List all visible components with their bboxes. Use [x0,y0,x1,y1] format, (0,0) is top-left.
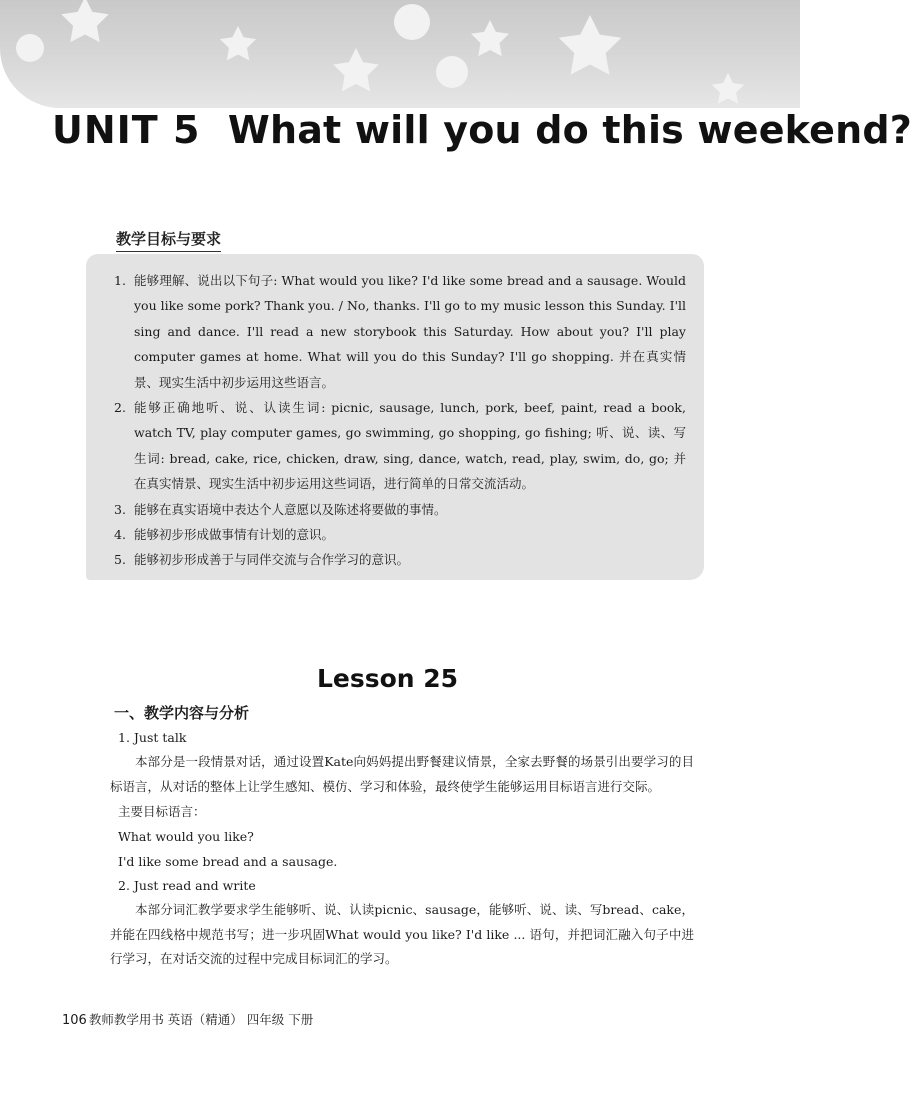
lesson-title: Lesson 25 [316,664,459,693]
star-icon [471,20,509,56]
star-icon [333,48,379,91]
goal-number: 4. [114,527,126,543]
goal-item [114,522,686,547]
page-number: 106 [62,1013,87,1028]
dot-icon [16,34,44,62]
goal-number: 1. [114,273,126,288]
star-icon [220,26,256,60]
target-language-label: 主要目标语言： [118,804,206,819]
target-sentence: What would you like? [118,829,254,844]
part-paragraph: 本部分是一段情景对话，通过设置Kate向妈妈提出野餐建议情景，全家去野餐的场景引出要学习的目标语言，从对话的整体上让学生感知、模仿、学习和体验，最终使学生能够运用目标语言进行交际。 [110,754,694,794]
part-title: 1. Just talk [118,730,187,745]
section-heading: 一、教学内容与分析 [114,704,250,722]
part-paragraph: 本部分词汇教学要求学生能够听、说、认读picnic、sausage，能够听、说、读、写bread、cake，并能在四线格中规范书写；进一步巩固What would you like? I'd like ... 语句，并把词汇融入句子中进行学习，在对话交流的过程中完成目标词汇的学习。 [110,902,694,966]
goal-text: 能够理解、说出以下句子: What would you like? I'd like some bread and a sausage. Would you like some pork? Thank you. / No, thanks. I'll go to my music lesson this Sunday. I'll sing and dance. I'll read a new storybook this Saturday. How about you? I'll play computer games at home. What will you do this Sunday? I'll go shopping. 并在真实情景、现实生活中初步运用这些语言。 [134,273,686,390]
goals-heading: 教学目标与要求 [116,228,221,252]
goals-list [114,268,686,573]
star-icon [61,0,109,42]
goal-item [114,268,686,395]
star-decoration [0,0,800,108]
unit-title [52,108,912,152]
header-banner [0,0,800,108]
goal-text: 能够初步形成做事情有计划的意识。 [134,527,335,543]
goal-number: 2. [114,400,126,416]
dot-icon [436,56,468,88]
goal-text: 能够在真实语境中表达个人意愿以及陈述将要做的事情。 [134,501,447,517]
goal-item [114,395,686,497]
unit-number: UNIT 5 [52,108,201,152]
book-title: 教师教学用书 英语（精通） 四年级 下册 [88,1012,314,1027]
unit-heading: What will you do this weekend? [227,108,912,152]
page-footer [62,1010,313,1028]
dot-icon [394,4,430,40]
part-title: 2. Just read and write [118,878,256,893]
goal-item [114,497,686,522]
goal-text: 能够初步形成善于与同伴交流与合作学习的意识。 [134,552,410,568]
goal-number: 3. [114,501,126,517]
target-sentence: I'd like some bread and a sausage. [118,854,338,869]
goal-number: 5. [114,552,126,568]
star-icon [559,15,622,75]
goal-item [114,547,686,572]
lesson-content [110,700,694,972]
star-icon [712,73,744,104]
goal-text: 能够正确地听、说、认读生词: picnic, sausage, lunch, pork, beef, paint, read a book, watch TV, play computer games, go swimming, go shopping, go fishing; 听、说、读、写生词: bread, cake, rice, chicken, draw, sing, dance, watch, read, play, swim, do, go; 并在真实情景、现实生活中初步运用这些词语，进行简单的日常交流活动。 [134,400,686,492]
